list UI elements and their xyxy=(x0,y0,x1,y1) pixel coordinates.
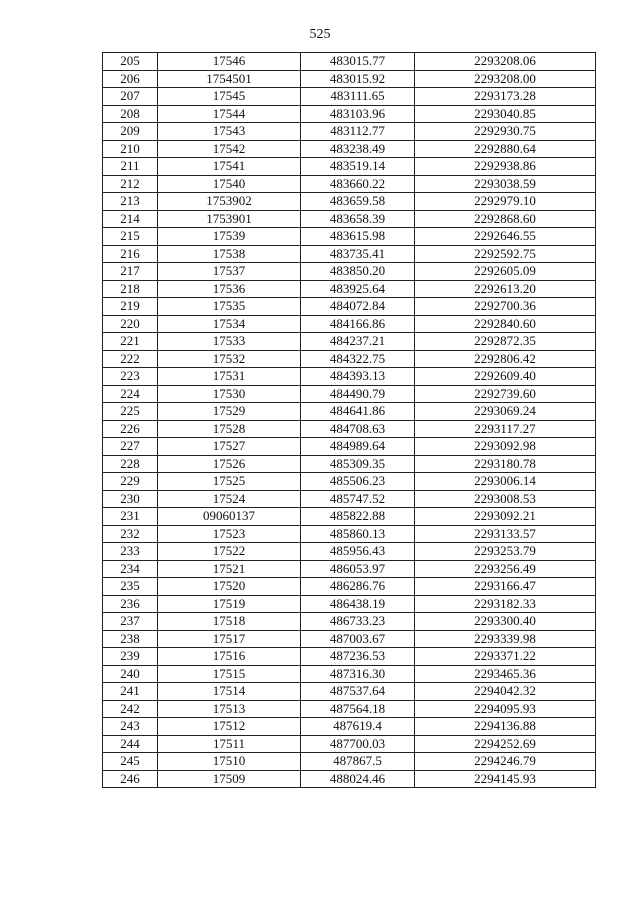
table-row xyxy=(103,473,596,491)
y-coordinate-cell: 2293092.21 xyxy=(415,508,596,526)
table-row xyxy=(103,140,596,158)
y-coordinate-cell: 2292938.86 xyxy=(415,158,596,176)
table-row xyxy=(103,683,596,701)
y-coordinate-cell: 2292739.60 xyxy=(415,385,596,403)
row-index-cell: 219 xyxy=(103,298,158,316)
row-index-cell: 223 xyxy=(103,368,158,386)
x-coordinate-cell: 484072.84 xyxy=(301,298,415,316)
x-coordinate-cell: 486438.19 xyxy=(301,595,415,613)
table-row xyxy=(103,560,596,578)
y-coordinate-cell: 2292930.75 xyxy=(415,123,596,141)
x-coordinate-cell: 484166.86 xyxy=(301,315,415,333)
x-coordinate-cell: 485506.23 xyxy=(301,473,415,491)
x-coordinate-cell: 483112.77 xyxy=(301,123,415,141)
y-coordinate-cell: 2294095.93 xyxy=(415,700,596,718)
x-coordinate-cell: 486733.23 xyxy=(301,613,415,631)
row-index-cell: 246 xyxy=(103,770,158,788)
row-index-cell: 208 xyxy=(103,105,158,123)
row-index-cell: 218 xyxy=(103,280,158,298)
point-id-cell: 17541 xyxy=(158,158,301,176)
y-coordinate-cell: 2293166.47 xyxy=(415,578,596,596)
point-id-cell: 17532 xyxy=(158,350,301,368)
row-index-cell: 226 xyxy=(103,420,158,438)
x-coordinate-cell: 487700.03 xyxy=(301,735,415,753)
table-row xyxy=(103,210,596,228)
table-row xyxy=(103,665,596,683)
table-row xyxy=(103,438,596,456)
table-row xyxy=(103,718,596,736)
y-coordinate-cell: 2293038.59 xyxy=(415,175,596,193)
row-index-cell: 236 xyxy=(103,595,158,613)
x-coordinate-cell: 484708.63 xyxy=(301,420,415,438)
point-id-cell: 17538 xyxy=(158,245,301,263)
table-row xyxy=(103,770,596,788)
y-coordinate-cell: 2292646.55 xyxy=(415,228,596,246)
x-coordinate-cell: 487564.18 xyxy=(301,700,415,718)
point-id-cell: 17540 xyxy=(158,175,301,193)
point-id-cell: 1754501 xyxy=(158,70,301,88)
y-coordinate-cell: 2292872.35 xyxy=(415,333,596,351)
table-row xyxy=(103,298,596,316)
x-coordinate-cell: 488024.46 xyxy=(301,770,415,788)
y-coordinate-cell: 2294252.69 xyxy=(415,735,596,753)
row-index-cell: 206 xyxy=(103,70,158,88)
x-coordinate-cell: 484989.64 xyxy=(301,438,415,456)
point-id-cell: 17522 xyxy=(158,543,301,561)
y-coordinate-cell: 2293465.36 xyxy=(415,665,596,683)
row-index-cell: 241 xyxy=(103,683,158,701)
row-index-cell: 225 xyxy=(103,403,158,421)
x-coordinate-cell: 483015.92 xyxy=(301,70,415,88)
row-index-cell: 220 xyxy=(103,315,158,333)
row-index-cell: 214 xyxy=(103,210,158,228)
x-coordinate-cell: 484641.86 xyxy=(301,403,415,421)
table-row xyxy=(103,508,596,526)
x-coordinate-cell: 486053.97 xyxy=(301,560,415,578)
coordinates-table xyxy=(102,52,596,788)
x-coordinate-cell: 483615.98 xyxy=(301,228,415,246)
y-coordinate-cell: 2292806.42 xyxy=(415,350,596,368)
row-index-cell: 207 xyxy=(103,88,158,106)
table-row xyxy=(103,228,596,246)
point-id-cell: 17519 xyxy=(158,595,301,613)
row-index-cell: 216 xyxy=(103,245,158,263)
row-index-cell: 240 xyxy=(103,665,158,683)
y-coordinate-cell: 2292700.36 xyxy=(415,298,596,316)
point-id-cell: 17525 xyxy=(158,473,301,491)
table-row xyxy=(103,175,596,193)
x-coordinate-cell: 485747.52 xyxy=(301,490,415,508)
point-id-cell: 17514 xyxy=(158,683,301,701)
y-coordinate-cell: 2292605.09 xyxy=(415,263,596,281)
row-index-cell: 232 xyxy=(103,525,158,543)
x-coordinate-cell: 485822.88 xyxy=(301,508,415,526)
y-coordinate-cell: 2293173.28 xyxy=(415,88,596,106)
x-coordinate-cell: 484490.79 xyxy=(301,385,415,403)
table-row xyxy=(103,280,596,298)
table-row xyxy=(103,70,596,88)
table-row xyxy=(103,455,596,473)
point-id-cell: 17539 xyxy=(158,228,301,246)
x-coordinate-cell: 487236.53 xyxy=(301,648,415,666)
table-row xyxy=(103,735,596,753)
y-coordinate-cell: 2293117.27 xyxy=(415,420,596,438)
x-coordinate-cell: 483925.64 xyxy=(301,280,415,298)
y-coordinate-cell: 2294136.88 xyxy=(415,718,596,736)
row-index-cell: 205 xyxy=(103,53,158,71)
table-row xyxy=(103,578,596,596)
row-index-cell: 239 xyxy=(103,648,158,666)
x-coordinate-cell: 485309.35 xyxy=(301,455,415,473)
x-coordinate-cell: 483111.65 xyxy=(301,88,415,106)
point-id-cell: 1753902 xyxy=(158,193,301,211)
point-id-cell: 17512 xyxy=(158,718,301,736)
row-index-cell: 213 xyxy=(103,193,158,211)
x-coordinate-cell: 483658.39 xyxy=(301,210,415,228)
y-coordinate-cell: 2293182.33 xyxy=(415,595,596,613)
x-coordinate-cell: 483660.22 xyxy=(301,175,415,193)
row-index-cell: 210 xyxy=(103,140,158,158)
x-coordinate-cell: 487316.30 xyxy=(301,665,415,683)
point-id-cell: 17518 xyxy=(158,613,301,631)
point-id-cell: 17542 xyxy=(158,140,301,158)
y-coordinate-cell: 2293371.22 xyxy=(415,648,596,666)
point-id-cell: 17523 xyxy=(158,525,301,543)
point-id-cell: 17529 xyxy=(158,403,301,421)
x-coordinate-cell: 484393.13 xyxy=(301,368,415,386)
row-index-cell: 231 xyxy=(103,508,158,526)
x-coordinate-cell: 486286.76 xyxy=(301,578,415,596)
point-id-cell: 17509 xyxy=(158,770,301,788)
y-coordinate-cell: 2293008.53 xyxy=(415,490,596,508)
table-row xyxy=(103,158,596,176)
table-row xyxy=(103,403,596,421)
point-id-cell: 17536 xyxy=(158,280,301,298)
row-index-cell: 209 xyxy=(103,123,158,141)
point-id-cell: 17537 xyxy=(158,263,301,281)
table-row xyxy=(103,315,596,333)
x-coordinate-cell: 487867.5 xyxy=(301,753,415,771)
y-coordinate-cell: 2293253.79 xyxy=(415,543,596,561)
y-coordinate-cell: 2294145.93 xyxy=(415,770,596,788)
y-coordinate-cell: 2292613.20 xyxy=(415,280,596,298)
point-id-cell: 17528 xyxy=(158,420,301,438)
table-row xyxy=(103,88,596,106)
row-index-cell: 227 xyxy=(103,438,158,456)
y-coordinate-cell: 2294042.32 xyxy=(415,683,596,701)
x-coordinate-cell: 483103.96 xyxy=(301,105,415,123)
point-id-cell: 17531 xyxy=(158,368,301,386)
table-row xyxy=(103,123,596,141)
row-index-cell: 215 xyxy=(103,228,158,246)
y-coordinate-cell: 2292880.64 xyxy=(415,140,596,158)
point-id-cell: 17524 xyxy=(158,490,301,508)
x-coordinate-cell: 483659.58 xyxy=(301,193,415,211)
row-index-cell: 238 xyxy=(103,630,158,648)
row-index-cell: 212 xyxy=(103,175,158,193)
table-row xyxy=(103,525,596,543)
table-row xyxy=(103,385,596,403)
coordinates-table-body xyxy=(103,53,596,788)
row-index-cell: 234 xyxy=(103,560,158,578)
table-row xyxy=(103,700,596,718)
x-coordinate-cell: 484237.21 xyxy=(301,333,415,351)
table-row xyxy=(103,648,596,666)
row-index-cell: 237 xyxy=(103,613,158,631)
point-id-cell: 17546 xyxy=(158,53,301,71)
row-index-cell: 217 xyxy=(103,263,158,281)
point-id-cell: 17545 xyxy=(158,88,301,106)
point-id-cell: 17526 xyxy=(158,455,301,473)
point-id-cell: 17534 xyxy=(158,315,301,333)
x-coordinate-cell: 487619.4 xyxy=(301,718,415,736)
point-id-cell: 17513 xyxy=(158,700,301,718)
y-coordinate-cell: 2292609.40 xyxy=(415,368,596,386)
table-row xyxy=(103,105,596,123)
point-id-cell: 17543 xyxy=(158,123,301,141)
point-id-cell: 17544 xyxy=(158,105,301,123)
x-coordinate-cell: 483015.77 xyxy=(301,53,415,71)
y-coordinate-cell: 2293208.06 xyxy=(415,53,596,71)
y-coordinate-cell: 2293300.40 xyxy=(415,613,596,631)
y-coordinate-cell: 2293006.14 xyxy=(415,473,596,491)
y-coordinate-cell: 2292840.60 xyxy=(415,315,596,333)
point-id-cell: 17521 xyxy=(158,560,301,578)
x-coordinate-cell: 483519.14 xyxy=(301,158,415,176)
row-index-cell: 235 xyxy=(103,578,158,596)
x-coordinate-cell: 485860.13 xyxy=(301,525,415,543)
table-row xyxy=(103,333,596,351)
row-index-cell: 229 xyxy=(103,473,158,491)
point-id-cell: 17535 xyxy=(158,298,301,316)
y-coordinate-cell: 2293133.57 xyxy=(415,525,596,543)
point-id-cell: 17527 xyxy=(158,438,301,456)
y-coordinate-cell: 2293256.49 xyxy=(415,560,596,578)
table-row xyxy=(103,263,596,281)
point-id-cell: 1753901 xyxy=(158,210,301,228)
y-coordinate-cell: 2294246.79 xyxy=(415,753,596,771)
row-index-cell: 233 xyxy=(103,543,158,561)
table-row xyxy=(103,193,596,211)
table-row xyxy=(103,613,596,631)
table-row xyxy=(103,350,596,368)
y-coordinate-cell: 2293180.78 xyxy=(415,455,596,473)
table-row xyxy=(103,420,596,438)
point-id-cell: 17517 xyxy=(158,630,301,648)
x-coordinate-cell: 485956.43 xyxy=(301,543,415,561)
x-coordinate-cell: 487537.64 xyxy=(301,683,415,701)
row-index-cell: 211 xyxy=(103,158,158,176)
x-coordinate-cell: 483850.20 xyxy=(301,263,415,281)
y-coordinate-cell: 2292592.75 xyxy=(415,245,596,263)
x-coordinate-cell: 484322.75 xyxy=(301,350,415,368)
point-id-cell: 17530 xyxy=(158,385,301,403)
row-index-cell: 222 xyxy=(103,350,158,368)
point-id-cell: 17515 xyxy=(158,665,301,683)
row-index-cell: 242 xyxy=(103,700,158,718)
row-index-cell: 221 xyxy=(103,333,158,351)
row-index-cell: 244 xyxy=(103,735,158,753)
table-row xyxy=(103,368,596,386)
y-coordinate-cell: 2292868.60 xyxy=(415,210,596,228)
point-id-cell: 17520 xyxy=(158,578,301,596)
page-number: 525 xyxy=(309,27,331,42)
table-row xyxy=(103,490,596,508)
table-row xyxy=(103,543,596,561)
y-coordinate-cell: 2293092.98 xyxy=(415,438,596,456)
point-id-cell: 17516 xyxy=(158,648,301,666)
table-row xyxy=(103,595,596,613)
point-id-cell: 09060137 xyxy=(158,508,301,526)
table-row xyxy=(103,53,596,71)
row-index-cell: 245 xyxy=(103,753,158,771)
point-id-cell: 17511 xyxy=(158,735,301,753)
point-id-cell: 17533 xyxy=(158,333,301,351)
x-coordinate-cell: 487003.67 xyxy=(301,630,415,648)
y-coordinate-cell: 2293040.85 xyxy=(415,105,596,123)
row-index-cell: 243 xyxy=(103,718,158,736)
y-coordinate-cell: 2293069.24 xyxy=(415,403,596,421)
x-coordinate-cell: 483735.41 xyxy=(301,245,415,263)
point-id-cell: 17510 xyxy=(158,753,301,771)
y-coordinate-cell: 2293208.00 xyxy=(415,70,596,88)
row-index-cell: 224 xyxy=(103,385,158,403)
row-index-cell: 228 xyxy=(103,455,158,473)
x-coordinate-cell: 483238.49 xyxy=(301,140,415,158)
table-row xyxy=(103,630,596,648)
row-index-cell: 230 xyxy=(103,490,158,508)
y-coordinate-cell: 2292979.10 xyxy=(415,193,596,211)
table-row xyxy=(103,753,596,771)
y-coordinate-cell: 2293339.98 xyxy=(415,630,596,648)
table-row xyxy=(103,245,596,263)
